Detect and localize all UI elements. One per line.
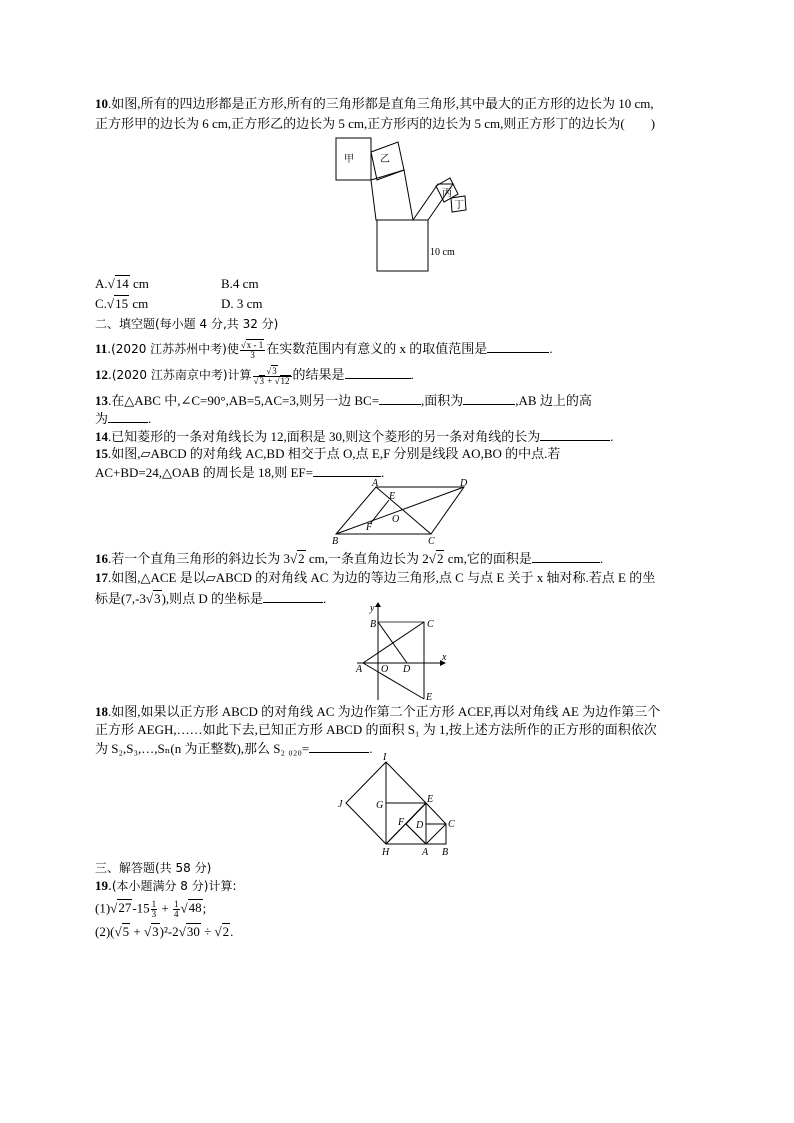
- svg-text:B: B: [442, 847, 449, 858]
- svg-text:I: I: [383, 752, 387, 763]
- q10-option-c[interactable]: C.√15 cm: [95, 296, 149, 311]
- svg-text:y: y: [370, 603, 375, 614]
- q11-fraction: $\frac{√x - 1}{3}$: [240, 339, 264, 360]
- q16-answer-blank[interactable]: [532, 550, 600, 563]
- label-bing: 丙: [442, 188, 452, 199]
- q15-parallelogram-figure: [326, 480, 476, 548]
- q10-line1: [95, 96, 654, 112]
- svg-text:O: O: [392, 514, 400, 525]
- svg-text:C: C: [448, 819, 455, 830]
- svg-text:F: F: [366, 522, 373, 533]
- q10-text-1: .如图,所有的四边形都是正方形,所有的三角形都是直角三角形,其中最大的正方形的边长为 10 cm,: [108, 96, 654, 111]
- svg-text:A: A: [372, 478, 379, 489]
- q19-part1: (1)√27-15 $\frac{1}{3}$ + $\frac{1}{4}$ √48;: [95, 899, 207, 919]
- q19-part2: (2)(√5 + √3)²-2√30 ÷ √2.: [95, 924, 234, 939]
- section-2-heading: 二、填空题(每小题 4 分,共 32 分): [95, 317, 279, 331]
- q16: 16.若一个直角三角形的斜边长为 3√2 cm,一条直角边长为 2√2 cm,它的面积是 .: [95, 551, 604, 566]
- q10-option-a[interactable]: A.√14 cm: [95, 276, 149, 291]
- svg-text:D: D: [403, 664, 411, 675]
- svg-text:A: A: [422, 847, 429, 858]
- svg-text:G: G: [376, 800, 384, 811]
- svg-text:E: E: [426, 692, 433, 703]
- svg-text:C: C: [428, 536, 435, 547]
- q13-area-blank[interactable]: [463, 392, 515, 405]
- q14-answer-blank[interactable]: [540, 428, 610, 441]
- section-3-heading: 三、解答题(共 58 分): [95, 861, 212, 875]
- q13-line2: 为 .: [95, 411, 152, 426]
- q18-line3: 为 S₂,S₃,…,Sₙ(n 为正整数),那么 S₂ ₀₂₀= .: [95, 741, 373, 756]
- q12: 12.(2020 江苏南京中考)计算 $\frac{√3}{√3 + √12}$ 的结果是 .: [95, 365, 414, 386]
- q18-line1: 18.如图,如果以正方形 ABCD 的对角线 AC 为边作第二个正方形 ACEF,再以对角线 AE 为边作第三个: [95, 704, 661, 719]
- q13-bc-blank[interactable]: [379, 392, 421, 405]
- svg-text:B: B: [370, 619, 377, 630]
- q19-title: 19.(本小题满分 8 分)计算:: [95, 878, 237, 893]
- q18-squares-figure: [336, 752, 466, 858]
- svg-text:F: F: [398, 817, 405, 828]
- q13-height-blank[interactable]: [108, 410, 148, 423]
- q10-number: 10: [95, 96, 108, 111]
- q13-line1: 13.在△ABC 中,∠C=90°,AB=5,AC=3,则另一边 BC= ,面积为 ,AB 边上的高: [95, 393, 592, 408]
- q10-line2: 正方形甲的边长为 6 cm,正方形乙的边长为 5 cm,正方形丙的边长为 5 cm,则正方形丁的边长为( ): [95, 116, 656, 131]
- q14: 14.已知菱形的一条对角线长为 12,面积是 30,则这个菱形的另一条对角线的长为 .: [95, 429, 614, 444]
- svg-text:E: E: [427, 794, 434, 805]
- q18-line2: 正方形 AEGH,……如此下去,已知正方形 ABCD 的面积 S₁ 为 1,按上述方法所作的正方形的面积依次: [95, 722, 657, 737]
- q12-fraction: $\frac{√3}{√3 + √12}$: [253, 365, 290, 386]
- svg-text:x: x: [442, 652, 447, 663]
- q11-answer-blank[interactable]: [487, 340, 549, 353]
- svg-text:D: D: [416, 820, 424, 831]
- q17-answer-blank[interactable]: [263, 590, 323, 603]
- svg-text:J: J: [338, 799, 343, 810]
- q15-line2: AC+BD=24,△OAB 的周长是 18,则 EF= .: [95, 465, 385, 480]
- label-jia: 甲: [344, 154, 354, 165]
- q11: 11.(2020 江苏苏州中考)使 $\frac{√x - 1}{3}$ 在实数范围内有意义的 x 的取值范围是 .: [95, 339, 553, 360]
- svg-text:A: A: [356, 664, 363, 675]
- svg-text:E: E: [389, 491, 396, 502]
- svg-text:B: B: [332, 536, 339, 547]
- q12-answer-blank[interactable]: [345, 366, 411, 379]
- q15-answer-blank[interactable]: [313, 464, 381, 477]
- q10-figure: [318, 134, 478, 274]
- label-yi: 乙: [380, 154, 390, 165]
- q17-coordinate-figure: [352, 602, 452, 702]
- q10-option-b[interactable]: B.4 cm: [221, 276, 259, 291]
- q17-line1: 17.如图,△ACE 是以▱ABCD 的对角线 AC 为边的等边三角形,点 C 与点 E 关于 x 轴对称.若点 E 的坐: [95, 570, 656, 585]
- square-largest: [377, 220, 428, 271]
- square-left-mid: [371, 170, 413, 220]
- q10-option-d[interactable]: D. 3 cm: [221, 296, 263, 311]
- svg-text:O: O: [381, 664, 389, 675]
- svg-text:H: H: [382, 847, 390, 858]
- svg-text:C: C: [427, 619, 434, 630]
- label-10cm: 10 cm: [430, 247, 455, 258]
- svg-text:D: D: [460, 478, 468, 489]
- label-ding: 丁: [454, 200, 464, 211]
- q15-line1: 15.如图,▱ABCD 的对角线 AC,BD 相交于点 O,点 E,F 分别是线段 AO,BO 的中点.若: [95, 446, 561, 461]
- q17-line2: 标是(7,-3√3),则点 D 的坐标是 .: [95, 591, 327, 606]
